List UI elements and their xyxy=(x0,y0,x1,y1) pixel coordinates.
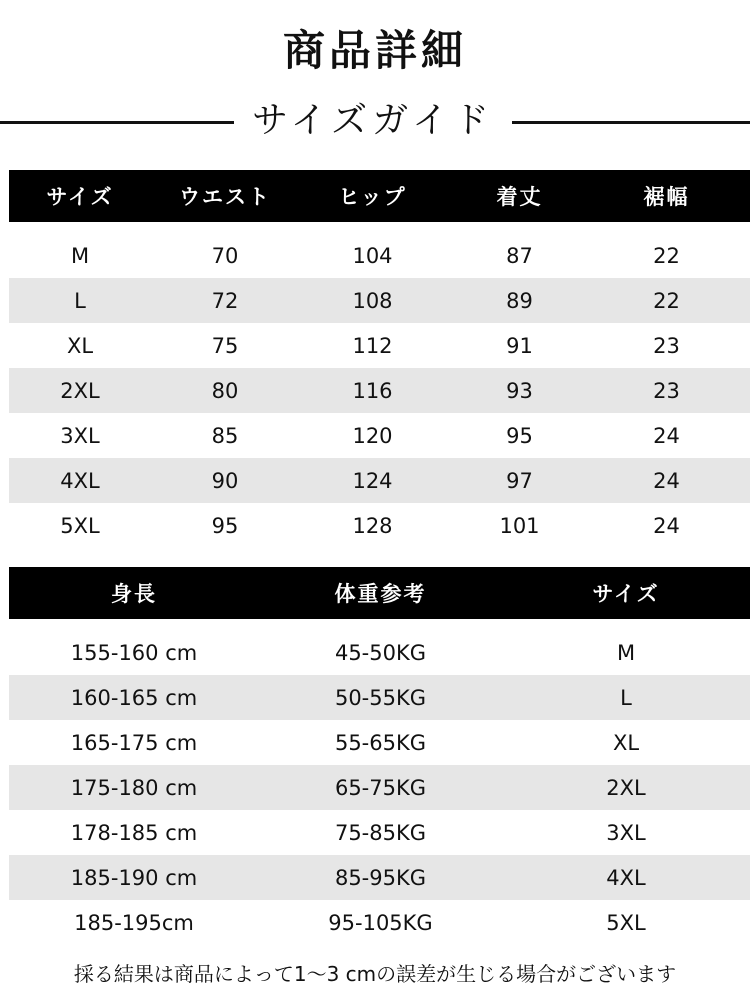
cell-size: XL xyxy=(66,333,94,358)
cell-waist: 85 xyxy=(211,423,239,448)
cell-length: 97 xyxy=(506,468,533,493)
cell-size: 5XL xyxy=(606,910,646,935)
table-row xyxy=(9,630,750,675)
table-row xyxy=(9,675,750,720)
table-row xyxy=(9,765,750,810)
cell-hip: 120 xyxy=(352,423,393,448)
cell-weight: 45-50KG xyxy=(334,640,427,665)
cell-hip: 124 xyxy=(352,468,393,493)
measurement-note: 採る結果は商品によって1～3 cmの誤差が生じる場合がございます xyxy=(73,962,677,986)
fit-table-header xyxy=(9,567,750,619)
table-row xyxy=(9,900,750,945)
header-cell-size: サイズ xyxy=(592,582,660,606)
cell-hem-width: 22 xyxy=(653,288,680,313)
cell-waist: 80 xyxy=(211,378,239,403)
cell-size: L xyxy=(620,685,632,710)
cell-height: 185-190 cm xyxy=(70,865,198,890)
cell-length: 87 xyxy=(506,243,533,268)
cell-size: M xyxy=(70,243,90,268)
spacer xyxy=(9,619,750,630)
cell-size: L xyxy=(74,288,86,313)
cell-size: 3XL xyxy=(606,820,646,845)
divider-right xyxy=(512,121,750,124)
cell-height: 155-160 cm xyxy=(70,640,198,665)
cell-weight: 85-95KG xyxy=(334,865,427,890)
header-cell-height: 身長 xyxy=(111,582,157,606)
cell-size: 5XL xyxy=(60,513,100,538)
cell-length: 101 xyxy=(499,513,540,538)
cell-length: 93 xyxy=(506,378,533,403)
table-row xyxy=(9,503,750,548)
cell-weight: 50-55KG xyxy=(334,685,427,710)
size-table xyxy=(9,170,750,548)
cell-length: 89 xyxy=(506,288,533,313)
divider-left xyxy=(0,121,234,124)
cell-waist: 70 xyxy=(211,243,239,268)
table-row xyxy=(9,458,750,503)
fit-table xyxy=(9,567,750,945)
header-cell-hip: ヒップ xyxy=(338,185,407,209)
cell-hem-width: 23 xyxy=(653,333,680,358)
cell-size: 2XL xyxy=(606,775,646,800)
table-row xyxy=(9,233,750,278)
cell-height: 165-175 cm xyxy=(70,730,198,755)
cell-weight: 75-85KG xyxy=(334,820,427,845)
cell-weight: 65-75KG xyxy=(334,775,427,800)
table-row xyxy=(9,855,750,900)
cell-size: XL xyxy=(612,730,640,755)
cell-waist: 72 xyxy=(211,288,239,313)
cell-hem-width: 24 xyxy=(653,468,680,493)
cell-height: 178-185 cm xyxy=(70,820,198,845)
cell-waist: 75 xyxy=(211,333,239,358)
cell-waist: 90 xyxy=(211,468,239,493)
size-table-header xyxy=(9,170,750,222)
cell-size: 3XL xyxy=(60,423,100,448)
cell-weight: 55-65KG xyxy=(334,730,427,755)
section-subtitle: サイズガイド xyxy=(251,100,495,141)
table-row xyxy=(9,810,750,855)
cell-size: 4XL xyxy=(60,468,100,493)
cell-hem-width: 24 xyxy=(653,423,680,448)
cell-size: 4XL xyxy=(606,865,646,890)
table-row xyxy=(9,413,750,458)
cell-hem-width: 22 xyxy=(653,243,680,268)
cell-height: 160-165 cm xyxy=(70,685,198,710)
table-row xyxy=(9,720,750,765)
cell-length: 91 xyxy=(506,333,533,358)
header-cell-length: 着丈 xyxy=(496,185,543,209)
cell-weight: 95-105KG xyxy=(328,910,433,935)
header-cell-hem-width: 裾幅 xyxy=(643,185,690,209)
cell-height: 185-195cm xyxy=(74,910,194,935)
cell-waist: 95 xyxy=(211,513,239,538)
table-row xyxy=(9,368,750,413)
header-cell-size: サイズ xyxy=(46,185,114,209)
cell-hem-width: 24 xyxy=(653,513,680,538)
cell-hem-width: 23 xyxy=(653,378,680,403)
header-cell-waist: ウエスト xyxy=(179,185,271,209)
cell-height: 175-180 cm xyxy=(70,775,198,800)
header-cell-weight: 体重参考 xyxy=(334,582,427,606)
cell-hip: 116 xyxy=(352,378,393,403)
table-row xyxy=(9,323,750,368)
cell-hip: 128 xyxy=(352,513,393,538)
cell-length: 95 xyxy=(506,423,533,448)
subtitle-row xyxy=(0,96,750,146)
page-title: 商品詳細 xyxy=(282,26,467,75)
cell-hip: 112 xyxy=(352,333,393,358)
table-row xyxy=(9,278,750,323)
spacer xyxy=(9,222,750,233)
cell-hip: 104 xyxy=(352,243,393,268)
cell-size: M xyxy=(616,640,636,665)
cell-size: 2XL xyxy=(60,378,100,403)
cell-hip: 108 xyxy=(352,288,393,313)
